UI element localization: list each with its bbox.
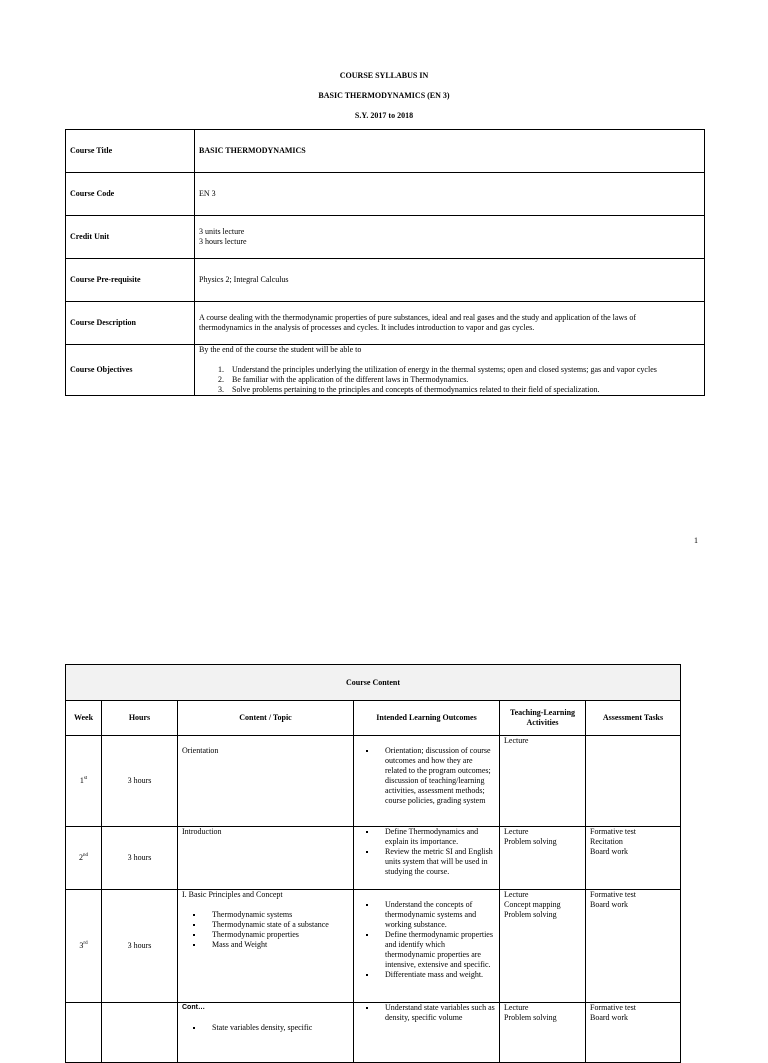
assessment-cell: Formative test Board work <box>586 1003 681 1063</box>
topic-cell: Cont… ▪ State variables density, specific <box>178 1003 354 1063</box>
table-row <box>66 1003 681 1063</box>
week-cell <box>66 1003 102 1063</box>
list-item: ▪ Mass and Weight <box>204 940 349 950</box>
tla-cell: Lecture <box>500 736 586 827</box>
hours-cell <box>102 1003 178 1063</box>
syllabus-heading: COURSE SYLLABUS IN <box>339 71 429 80</box>
week-cell: 3rd <box>66 890 102 1003</box>
assessment-cell: Formative test Recitation Board work <box>586 827 681 890</box>
list-item: ▪ State variables density, specific <box>204 1023 349 1033</box>
tla-cell: Lecture Problem solving <box>500 1003 586 1063</box>
assessment-cell: Formative test Board work <box>586 890 681 1003</box>
credit-line: 3 hours lecture <box>199 237 247 246</box>
list-item: ▪ Review the metric SI and English units system that will be used in studying the course. <box>377 847 495 877</box>
course-heading: BASIC THERMODYNAMICS (EN 3) <box>318 91 450 100</box>
prerequisite-value: Physics 2; Integral Calculus <box>195 259 705 302</box>
topic-cell: Introduction <box>178 827 354 890</box>
objective-item: 2. Be familiar with the application of the different laws in Thermodynamics. <box>226 375 700 385</box>
objectives-list <box>199 365 700 395</box>
school-year-heading: S.Y. 2017 to 2018 <box>354 111 414 120</box>
tla-header: Teaching-Learning Activities <box>500 701 586 736</box>
table-row <box>66 736 681 827</box>
hours-header: Hours <box>102 701 178 736</box>
course-code-label: Course Code <box>66 173 195 216</box>
assessment-cell <box>586 736 681 827</box>
description-line: thermodynamics in the analysis of processes and cycles. It includes introduction to vapor and gas cycles. <box>199 323 535 332</box>
tla-cell: Lecture Problem solving <box>500 827 586 890</box>
objectives-label: Course Objectives <box>66 345 195 396</box>
list-item: ▪ Orientation; discussion of course outcomes and how they are related to the program outcomes; discussion of teaching/learning activities, assessment methods; course policies, grading system <box>377 746 495 806</box>
week-header: Week <box>66 701 102 736</box>
ilo-cell <box>354 827 500 890</box>
list-item: ▪ Define Thermodynamics and explain its importance. <box>377 827 495 847</box>
table-row <box>66 827 681 890</box>
topic-header: Content / Topic <box>178 701 354 736</box>
list-item: ▪ Thermodynamic properties <box>204 930 349 940</box>
tla-cell: Lecture Concept mapping Problem solving <box>500 890 586 1003</box>
credit-line: 3 units lecture <box>199 227 245 236</box>
week-cell: 1st <box>66 736 102 827</box>
list-item: ▪ Understand the concepts of thermodynamic systems and working substance. <box>377 900 495 930</box>
objective-item: 3. Solve problems pertaining to the principles and concepts of thermodynamics related to their field of specialization. <box>226 385 700 395</box>
course-code-value: EN 3 <box>195 173 705 216</box>
ilo-header: Intended Learning Outcomes <box>354 701 500 736</box>
topic-cell: Orientation <box>178 736 354 827</box>
course-content-title: Course Content <box>66 665 681 701</box>
course-title-value: BASIC THERMODYNAMICS <box>195 130 705 173</box>
hours-cell: 3 hours <box>102 890 178 1003</box>
topic-cell: I. Basic Principles and Concept ▪ Thermodynamic systems ▪ Thermodynamic state of a substance ▪ Thermodynamic properties ▪ Mass and Weight <box>178 890 354 1003</box>
list-item: ▪ Understand state variables such as density, specific volume <box>377 1003 495 1023</box>
ilo-cell <box>354 736 500 827</box>
ilo-cell <box>354 1003 500 1063</box>
page-number: 1 <box>694 536 698 545</box>
credit-unit-value <box>195 216 705 259</box>
description-line: A course dealing with the thermodynamic properties of pure substances, ideal and real gases and the study and application of the laws of <box>199 313 636 322</box>
objectives-intro: By the end of the course the student will be able to <box>199 345 362 354</box>
hours-cell: 3 hours <box>102 736 178 827</box>
course-content-table <box>65 664 681 1063</box>
objectives-value <box>195 345 705 396</box>
course-info-table <box>65 129 705 396</box>
list-item: ▪ Define thermodynamic properties and identify which thermodynamic properties are intensive, extensive and specific. <box>377 930 495 970</box>
assessment-header: Assessment Tasks <box>586 701 681 736</box>
prerequisite-label: Course Pre-requisite <box>66 259 195 302</box>
description-label: Course Description <box>66 302 195 345</box>
list-item: ▪ Thermodynamic systems <box>204 910 349 920</box>
list-item: ▪ Thermodynamic state of a substance <box>204 920 349 930</box>
week-cell: 2nd <box>66 827 102 890</box>
description-value <box>195 302 705 345</box>
objective-item: 1. Understand the principles underlying the utilization of energy in the thermal systems; open and closed systems; gas and vapor cycles <box>226 365 700 375</box>
ilo-cell <box>354 890 500 1003</box>
credit-unit-label: Credit Unit <box>66 216 195 259</box>
course-title-label: Course Title <box>66 130 195 173</box>
list-item: ▪ Differentiate mass and weight. <box>377 970 495 980</box>
hours-cell: 3 hours <box>102 827 178 890</box>
table-row <box>66 890 681 1003</box>
